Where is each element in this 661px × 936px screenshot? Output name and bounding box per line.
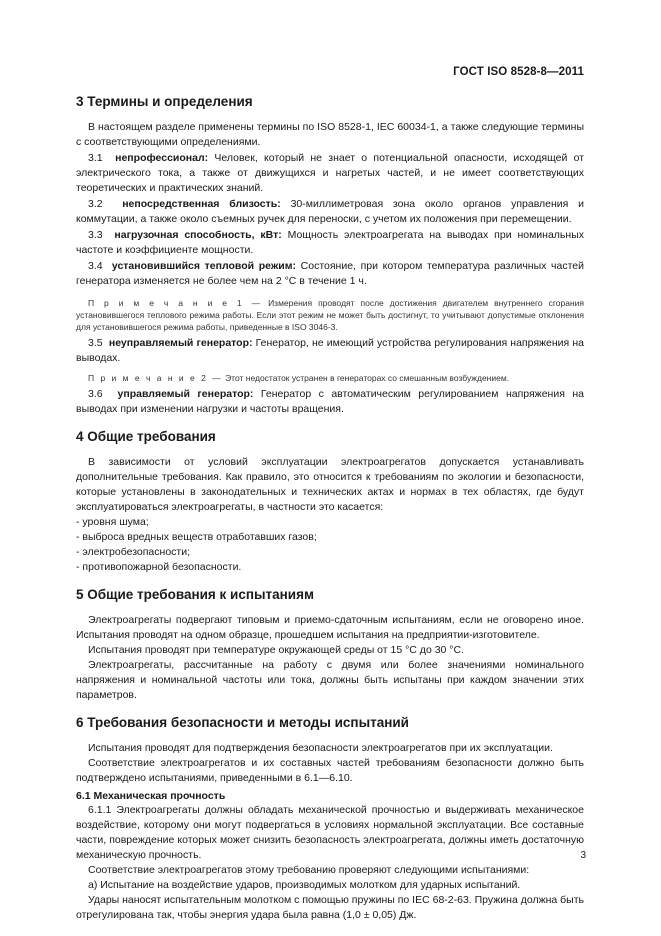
clause-6-1-1-a: а) Испытание на воздействие ударов, производимых молотком для ударных испытаний. [88,879,521,891]
subsection-6-1-title: 6.1 Механическая прочность [76,790,226,802]
note-1: П р и м е ч а н и е 1 — Измерения проводят после достижения двигателем внутреннего сгорания установившегося теплового режима работы. Если этот режим не может быть достигнут, то учитывают допустимые отклонения для установившегося режима работы, приведенные в ISO 3046-3. [76,298,584,332]
list-item: - выброса вредных веществ отработавших газов; [76,531,317,543]
term-3-2: 3.2 непосредственная близость: 30-миллиметровая зона около органов управления и коммутации, а также около съемных ручек для переноски, с учетом их положения при перемещении. [76,198,585,225]
list-item: - противопожарной безопасности. [76,561,242,573]
section-6-title: 6 Требования безопасности и методы испытаний [76,715,409,730]
term-3-6: 3.6 управляемый генератор: Генератор с автоматическим регулированием напряжения на выводах при изменении нагрузки и частоты вращения. [76,388,584,415]
section-3-intro: В настоящем разделе применены термины по ISO 8528-1, IEC 60034-1, а также следующие термины с соответствующими определениями. [76,121,584,148]
term-3-5: 3.5 неуправляемый генератор: Генератор, не имеющий устройства регулирования напряжения на выводах. [76,337,584,364]
section-5-title: 5 Общие требования к испытаниям [76,587,314,602]
section-5-para-3: Электроагрегаты, рассчитанные на работу с двумя или более значениями номинального напряжения и номинальной частоты или тока, должны быть испытаны при каждом значении этих параметров. [76,659,584,701]
page-content [76,94,584,923]
term-3-1: 3.1 непрофессионал: Человек, который не знает о потенциальной опасности, исходящей от электрического тока, а также от движущихся и нагретых частей, и не имеет соответствующих теоретических и практических знаний. [76,152,585,194]
list-item: - уровня шума; [76,516,149,528]
section-3-title: 3 Термины и определения [76,94,253,109]
page-number: 3 [580,850,586,861]
section-4-para: В зависимости от условий эксплуатации электроагрегатов допускается устанавливать дополнительные требования. Как правило, это относится к требованиям по экологии и безопасности, которые установлены в законодательных и технических актах и нормах в тех областях, где будут эксплуатироваться электроагрегаты, в частности это касается: [76,456,584,513]
section-5-para-2: Испытания проводят при температуре окружающей среды от 15 °С до 30 °С. [88,644,464,656]
clause-6-1-1-check: Соответствие электроагрегатов этому требованию проверяют следующими испытаниями: [88,864,530,876]
clause-6-1-1: 6.1.1 Электроагрегаты должны обладать механической прочностью и выдерживать механическое воздействие, которому они могут подвергаться в условиях нормальной эксплуатации. Все составные части, повреждение которых может снизить безопасность электроагрегата, должны иметь достаточную механическую прочность. [76,804,584,861]
clause-6-1-1-hammer: Удары наносят испытательным молотком с помощью пружины по IEC 68-2-63. Пружина должна быть отрегулирована так, чтобы энергия удара была равна (1,0 ± 0,05) Дж. [76,894,584,921]
section-6-para-2: Соответствие электроагрегатов и их составных частей требованиям безопасности должно быть подтверждено испытаниями, приведенными в 6.1—6.10. [76,757,584,784]
section-6-para-1: Испытания проводят для подтверждения безопасности электроагрегатов при их эксплуатации. [88,742,553,754]
section-5-para-1: Электроагрегаты подвергают типовым и приемо-сдаточным испытаниям, если не оговорено иное. Испытания проводят на одном образце, прошедшем испытания на предприятии-изготовителе. [76,614,584,641]
term-3-4: 3.4 установившийся тепловой режим: Состояние, при котором температура различных частей генератора изменяется не более чем на 2 °С в течение 1 ч. [76,260,584,287]
term-3-3: 3.3 нагрузочная способность, кВт: Мощность электроагрегата на выводах при номинальных частоте и коэффициенте мощности. [76,229,585,256]
standard-code-header: ГОСТ ISO 8528-8—2011 [453,66,584,78]
note-2: П р и м е ч а н и е 2 — Этот недостаток устранен в генераторах со смешанным возбуждением. [88,373,510,383]
list-item: - электробезопасности; [76,546,191,558]
section-4-title: 4 Общие требования [76,429,216,444]
